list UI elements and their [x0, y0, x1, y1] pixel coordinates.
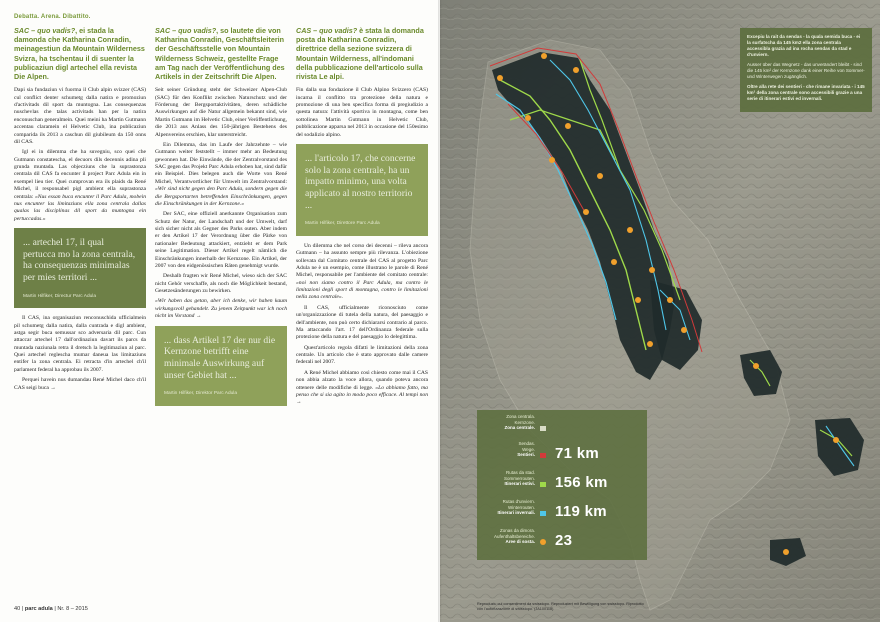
rest-area-marker [541, 53, 547, 59]
legend-value: 23 [555, 532, 573, 549]
legend-value: 119 km [555, 503, 607, 520]
column-italian [296, 26, 428, 410]
legend-swatch [540, 511, 546, 516]
legend-value: 71 km [555, 445, 600, 462]
rest-area-marker [549, 157, 555, 163]
info-text: Excepiu la rait da sendas - la quala semida buca - ei la surfatscha da 145 km2 ella zona centrala accessibla grazia ad ina rocha sendas da stad e d'unviern. [747, 34, 861, 57]
body-paragraph: Perquei havein nus dumandau René Michel daco ch'il CAS seigi buca → [14, 377, 146, 391]
legend-label: Rutas da stad. Sommerrouten. Itinerari estivi. [503, 470, 535, 487]
body-paragraph: Deshalb fragten wir René Michel, wieso sich der SAC nicht Gehör verschaffe, als noch die Möglichkeit bestand, Gesetzesänderungen zu bewirken. [155, 273, 287, 295]
info-text: Oltre alla rete dei sentieri - che rimane invariata - i 145 km² della zona centrale sono accessibili grazie a una serie di itinerari estivi ed invernali. [747, 83, 865, 101]
legend-value: 156 km [555, 474, 608, 491]
rest-area-marker [635, 297, 641, 303]
body-paragraph: Il CAS, ina organisaziun renconuschida ufficialmein pil schumetg dalla natira, dalla cuntrada e digl ambient, astga segir buca semussar sco adversaria dil parc. Cun attaccar artechel 17 dall'ordinaziun davart ils parcs da muntada naziunala retra il dretsch la legitimaziun al parc. Quei artechel reglescha mumar daneua las limitaziuns entifer la zona centrala. Ei retracta d'in artechel ch'il parlament federal ha approbau ils 2007. [14, 315, 146, 373]
column-romansh [14, 26, 146, 395]
body-paragraph: Der SAC, eine offiziell anerkannte Organisation zum Schutz der Natur, der Landschaft und der Umwelt, darf sich sicher nicht als Gegner des Parks outen. Aber indem er den Artikel 17 der Verordnung über die Pärke von nationaler Bedeutung attackiert, entzieht er dem Park seine Legitimation. Dieser Artikel regelt nämlich die Einschränkungen innerhalb der Kernzone. Ein Artikel, der 2007 von den eidgenössischen Räten genehmigt wurde. [155, 211, 287, 269]
rest-area-marker [627, 227, 633, 233]
footer-separator: | [54, 606, 58, 612]
body-paragraph: Fin dalla sua fondazione il Club Alpino Svizzero (CAS) incarna il conflitto tra protezione della natura e promozione di una ben specifica forma di pregiudizio a questa natura: l'attività sportiva in montagna, come ben sottolinea Martin Gutmann in Helvetic Club, pubblicazione apparsa nel 2013 in occasione del 150esimo del sodalizio alpino. [296, 87, 428, 138]
footer-separator: | [21, 606, 25, 612]
rest-area-marker [649, 267, 655, 273]
body-paragraph: «Wir haben das getan, aber ich denke, wir haben kaum wirkungsvoll gehandelt. Zu jenem Zeitpunkt war ich noch nicht im Vorstand → [155, 298, 287, 320]
rest-area-marker [647, 341, 653, 347]
body-paragraph: Seit seiner Gründung steht der Schweizer Alpen-Club (SAC) für den Konflikt zwischen Naturschutz und der Förderung der Bergsportaktivitäten, deren schädliche Auswirkungen auf die Natur allgemein bekannt sind, wie Martin Gutmann im Helvetic Club, einer Veröffentlichung, die 2013 aus Anlass des 150-jährigen Bestehens des Alpenvereins erschien, klar unterstreicht. [155, 87, 287, 138]
pull-quote [155, 326, 287, 406]
body-paragraph: Igl ei in dilemma che ha suvegniu, sco quei che Gutmann constatescha, el decuors dils decennis adina pli grunda muntada. Las objecziuns che la suprastonza centrala dil CAS fa encunter il project Parc Adula ein in exempel lieu tier. Quei cumprovan era ils plaids da René Michel, il responsabel pigl ambient ella suprastonza centrala: «Nus essan buca encunter il Parc Adula, mobein nus encunter las limitaziuns ella zona centrala dallas qualas las disciplinas dil sport da muntogna ein pertuccadas.» [14, 149, 146, 222]
body-paragraph: Ein Dilemma, das im Laufe der Jahrzehnte – wie Gutmann weiter feststellt – immer mehr an Bedeutung gewonnen hat. Die Einwände, die der Zentralvorstand des SAC gegen das Projekt Parc Adula erhoben hat, sind dafür ein Beispiel. Dies belegen auch die Worte von René Michel, Verantwortlicher für Umwelt im Zentralvorstand: «Wir sind nicht gegen den Parc Adula, sondern gegen die die Bergsportarten betreffenden Einschränkungen, gegen die Einschränkungen in der Kernzone.» [155, 141, 287, 207]
legend-label: Rutas d'unviern. Winterrouten. Itinerari invernali. [497, 499, 535, 516]
pull-quote-text: ... artechel 17, il qual pertucca mo la zona centrala, ha consequenzas minimalas per mies territori ... [23, 237, 136, 284]
lead-paragraph: SAC – quo vadis?, ei stada la damonda che Katharina Conradin, meinagestiun da Mountain Wilderness Svizra, ha tschentau il di suenter la publicaziun digl artechel ella revista Die Alpen. [14, 26, 145, 82]
legend-label: Zonas da dimora. Aufenthaltsbereiche. Aree di sosta. [493, 528, 535, 545]
pull-quote-source: Martin Hilfiker, Directur Parc Adula [23, 293, 97, 299]
legend-label: Sendas. Wege. Sentieri. [517, 441, 535, 458]
legend-swatch [540, 453, 546, 458]
rest-area-marker [833, 437, 839, 443]
body-paragraph: Dapi sia fundaziun vi fuorma il Club alpin svizzer (CAS) cul conflict denter schumetg dalla natira e promoziun d'activitads dil sport da muntogna. Las consequenzas nuschevlas che talas activitads han per la natira enconuschan generalmein. Quei meini ha Martin Gutmann accentau claramein el Helvetic Club, ina publicaziun comparida ils 2013 a caschun dil giubileum da 150 onns dil CAS. [14, 87, 146, 145]
issue-number: Nr. 8 – 2015 [57, 606, 88, 612]
lead-paragraph: SAC – quo vadis?, so lautete die von Katharina Conradin, Geschäftsleiterin der Geschäftsstelle von Mountain Wilderness Schweiz, gestellte Frage am Tag nach der Veröffentlichung des Artikels in der Zeitschrift Die Alpen. [155, 26, 285, 82]
rest-area-marker [667, 297, 673, 303]
pull-quote [296, 144, 428, 236]
magazine-name: parc adula [24, 606, 53, 612]
section-label: Debatta. Arena. Dibattito. [14, 14, 91, 20]
lead-paragraph: CAS – quo vadis? è stata la domanda posta da Katharina Conradin, direttrice della sezione svizzera di Mountain Wilderness, all'indomani della pubblicazione dell'articolo sulla rivista Le alpi. [296, 26, 424, 82]
legend-label: Zona centrala. Kernzone. Zona centrale. [504, 414, 535, 431]
map-caption: Reproduziu cul consentiment da swisstopo. Reproduziert mit Bewilligung von swisstopo. Riprodotto con l'autorizzazione di swisstopo. (JA100118) [477, 602, 644, 612]
body-paragraph: Un dilemma che nel corso dei decenni – rileva ancora Gutmann – ha assunto sempre più rilevanza. L'obiezione sollevata dal Comitato centrale del CAS al progetto Parc Adula ne è un esempio, come illustrano le parole di René Michel, responsabile per l'ambiente del comitato centrale: «noi non siamo contro il Parc Adula, ma contro le limitazioni degli sport di montagna, contro le limitazioni nella zona centrale». [296, 242, 428, 301]
pull-quote [14, 228, 146, 308]
rest-area-marker [573, 67, 579, 73]
pull-quote-text: ... dass Artikel 17 der nur die Kernzone betrifft eine minimale Auswirkung auf unser Gebiet hat ... [164, 334, 276, 381]
right-page [440, 0, 880, 622]
page-footer [14, 606, 88, 612]
rest-area-marker [497, 75, 503, 81]
body-paragraph: A René Michel abbiamo così chiesto come mai il CAS non abbia alzato la voce allora, quando poteva ancora ottenere delle modifiche di legge. «Lo abbiamo fatto, ma penso che si sia agito in modo poco efficace. Al tempi non → [296, 369, 428, 406]
column-german [155, 26, 287, 413]
legend-swatch [540, 482, 546, 487]
pull-quote-source: Martin Hilfiker, Direktor Parc Adula [164, 391, 238, 397]
rest-area-marker [583, 209, 589, 215]
pull-quote-text: ... l'articolo 17, che concerne solo la zona centrale, ha un impatto minimo, una volta applicato al nostro territorio ... [305, 152, 416, 211]
pull-quote-source: Martin Hilfiker, Direttore Parc Adula [305, 221, 380, 227]
rest-area-marker [681, 327, 687, 333]
info-text: Ausser über das Wegnetz - das unverändert bleibt - sind die 145 km² der Kernzone dank einer Reihe von Sommer- und Winterwegen zugänglich. [747, 61, 865, 79]
rest-area-marker [525, 115, 531, 121]
legend-swatch [540, 539, 546, 545]
rest-area-marker [565, 123, 571, 129]
rest-area-marker [783, 549, 789, 555]
page-number: 40 [14, 606, 21, 612]
map-legend [477, 410, 647, 560]
rest-area-marker [753, 363, 759, 369]
map-info-box [740, 28, 872, 112]
body-paragraph: Quest'articolo regola difatti le limitazioni della zona centrale. Un articolo che è stato approvato dalle camere federali nel 2007. [296, 344, 428, 366]
legend-swatch [540, 426, 546, 431]
rest-area-marker [597, 173, 603, 179]
body-paragraph: Il CAS, ufficialmente riconosciuto come un'organizzazione di tutela della natura, del paesaggio e dell'ambiente, non può certo dichiararsi contrario al parco. Ma attaccando l'art. 17 dell'Ordinanza federale sulla protezione della natura e del paesaggio lo delegittima. [296, 304, 428, 341]
page-spine [438, 0, 442, 622]
rest-area-marker [611, 259, 617, 265]
